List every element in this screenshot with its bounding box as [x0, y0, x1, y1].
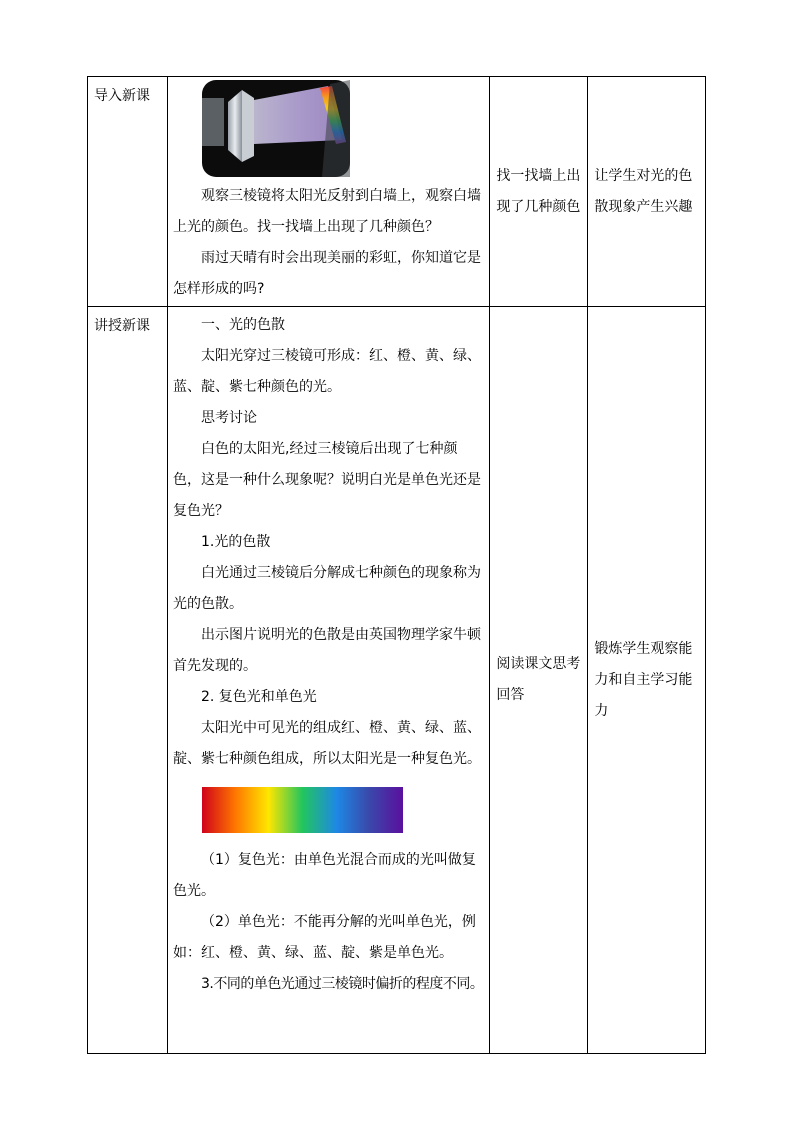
content-paragraph: 一、光的色散: [201, 317, 285, 333]
content-paragraph: 2. 复色光和单色光: [201, 689, 317, 705]
row-new-lesson: [88, 307, 706, 1054]
category-cell-new-lesson: 讲授新课: [88, 307, 168, 1054]
content-paragraph: 观察三棱镜将太阳光反射到白墙上，观察白墙上光的颜色。找一找墙上出现了几种颜色？: [173, 188, 481, 235]
student-activity-cell-intro: 找一找墙上出现了几种颜色: [490, 77, 588, 307]
category-cell-intro: 导入新课: [88, 77, 168, 307]
content-paragraph: （1）复色光：由单色光混合而成的光叫做复色光。: [173, 852, 476, 899]
prism-dispersion-icon: [202, 80, 350, 177]
content-paragraph: 太阳光穿过三棱镜可形成：红、橙、黄、绿、蓝、靛、紫七种颜色的光。: [173, 348, 481, 395]
prism-image: [202, 80, 350, 177]
content-cell-new-lesson: [168, 307, 490, 1054]
content-paragraph: 出示图片说明光的色散是由英国物理学家牛顿首先发现的。: [173, 627, 481, 674]
content-paragraph: 思考讨论: [201, 410, 257, 426]
teaching-goal-cell-intro: 让学生对光的色散现象产生兴趣: [588, 77, 706, 307]
content-paragraph: （2）单色光：不能再分解的光叫单色光，例如：红、橙、黄、绿、蓝、靛、紫是单色光。: [173, 914, 476, 961]
row-intro: [88, 77, 706, 307]
content-paragraph: 3.不同的单色光通过三棱镜时偏折的程度不同。: [201, 976, 484, 992]
content-paragraph: 太阳光中可见光的组成红、橙、黄、绿、蓝、靛、紫七种颜色组成，所以太阳光是一种复色光。: [173, 720, 481, 767]
content-paragraph: 白色的太阳光,经过三棱镜后出现了七种颜色，这是一种什么现象呢？说明白光是单色光还是复色光？: [173, 441, 481, 519]
rainbow-spectrum-icon: [202, 787, 403, 833]
content-paragraph: 雨过天晴有时会出现美丽的彩虹，你知道它是怎样形成的吗?: [173, 250, 481, 297]
content-paragraph: 白光通过三棱镜后分解成七种颜色的现象称为光的色散。: [173, 565, 481, 612]
student-activity-cell-new-lesson: 阅读课文思考回答: [490, 307, 588, 1054]
teaching-goal-cell-new-lesson: 锻炼学生观察能力和自主学习能力: [588, 307, 706, 1054]
content-cell-intro: [168, 77, 490, 307]
content-paragraph: 1.光的色散: [201, 534, 271, 550]
lesson-plan-table: [87, 76, 706, 1054]
spectrum-image: [202, 787, 403, 833]
